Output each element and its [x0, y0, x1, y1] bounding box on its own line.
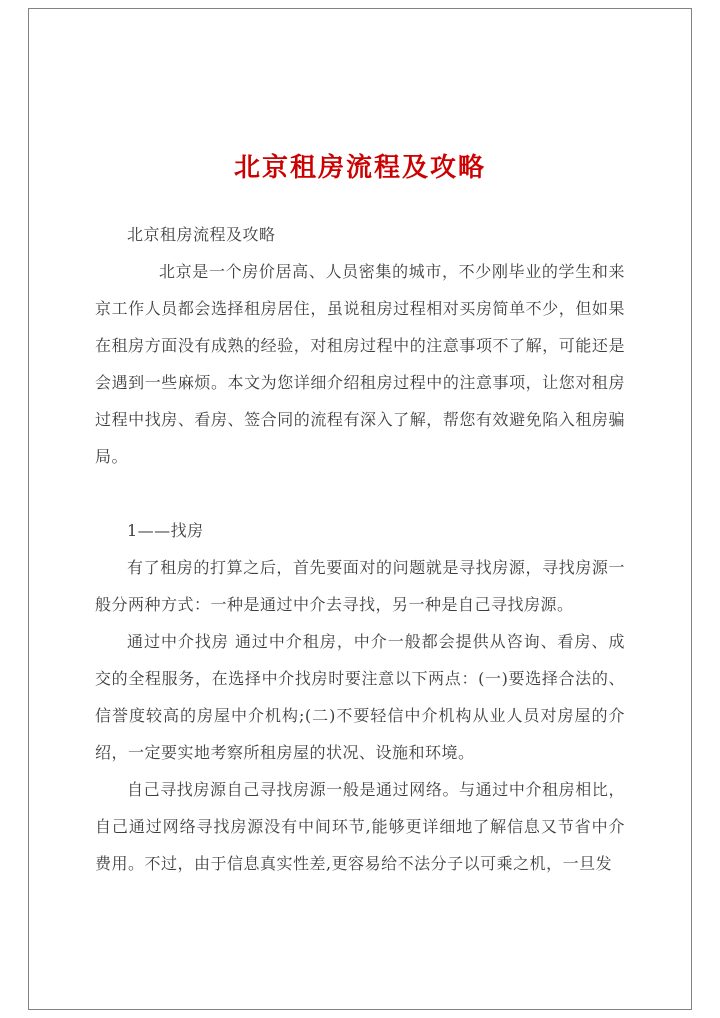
document-body: [95, 216, 625, 882]
paragraph: 通过中介找房 通过中介租房，中介一般都会提供从咨询、看房、成交的全程服务，在选择中介找房时要注意以下两点：(一)要选择合法的、信誉度较高的房屋中介机构;(二)不要轻信中介机构从业人员对房屋的介绍，一定要实地考察所租房屋的状况、设施和环境。: [95, 632, 625, 762]
blank-line: [95, 475, 625, 512]
paragraph: 北京是一个房价居高、人员密集的城市，不少刚毕业的学生和来京工作人员都会选择租房居住，虽说租房过程相对买房简单不少，但如果在租房方面没有成熟的经验，对租房过程中的注意事项不了解，可能还是会遇到一些麻烦。本文为您详细介绍租房过程中的注意事项，让您对租房过程中找房、看房、签合同的流程有深入了解，帮您有效避免陷入租房骗局。: [95, 262, 625, 466]
document-page: [28, 8, 692, 1010]
document-content: [29, 9, 691, 882]
paragraph: 北京租房流程及攻略: [127, 225, 276, 244]
paragraph: 自己寻找房源自己寻找房源一般是通过网络。与通过中介租房相比，自己通过网络寻找房源没有中间环节,能够更详细地了解信息又节省中介费用。不过，由于信息真实性差,更容易给不法分子以可乘之机，一旦发: [95, 780, 625, 873]
paragraph: 1——找房: [127, 521, 204, 540]
paragraph: 有了租房的打算之后，首先要面对的问题就是寻找房源，寻找房源一般分两种方式：一种是通过中介去寻找，另一种是自己寻找房源。: [95, 558, 625, 614]
document-title: 北京租房流程及攻略: [233, 153, 486, 183]
